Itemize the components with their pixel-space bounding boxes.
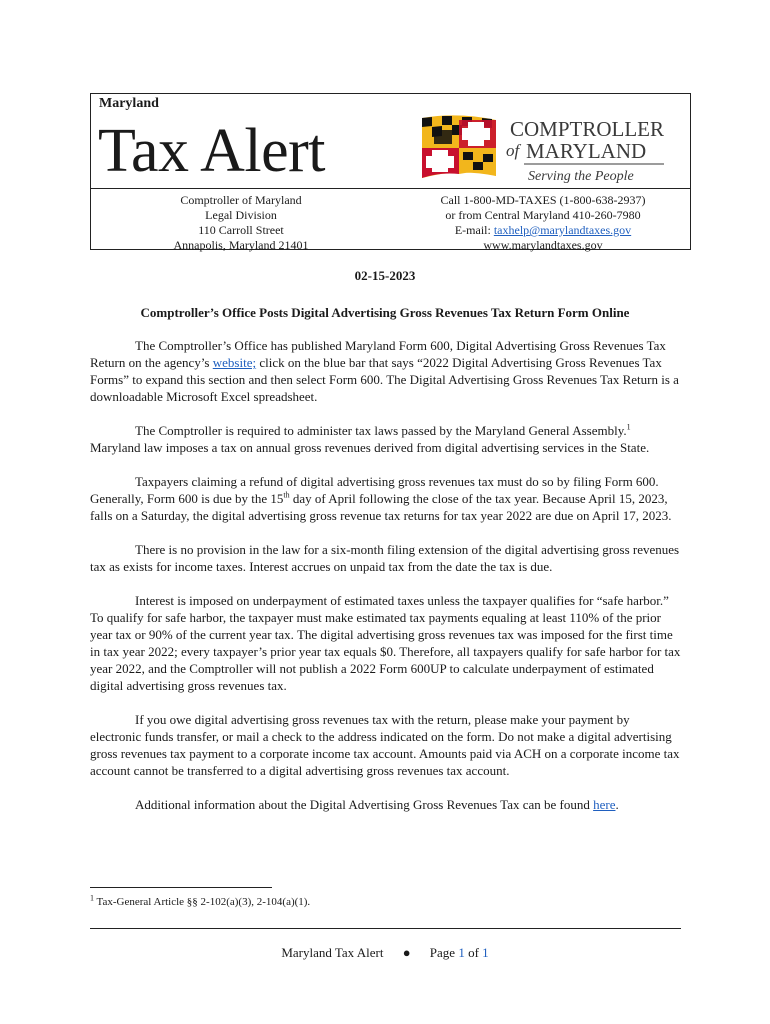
paragraph-text: . [615, 797, 619, 812]
ordinal-suffix: th [283, 490, 290, 500]
header-box [90, 93, 691, 250]
page-of: of [464, 945, 483, 960]
footer-bullet-icon: ● [402, 945, 411, 960]
paragraph-text: Additional information about the Digital Advertising Gross Revenues Tax can be found [135, 797, 594, 812]
footer-rule [90, 928, 681, 929]
logo-line2: MARYLAND [526, 139, 647, 163]
comptroller-logo [418, 112, 668, 188]
address-line: Legal Division [205, 208, 277, 222]
alert-body [90, 337, 683, 830]
page-number: 1 [458, 945, 465, 960]
paragraph-text: The Comptroller is required to administer tax laws passed by the Maryland General Assembly. [135, 423, 627, 438]
email-link[interactable]: taxhelp@marylandtaxes.gov [493, 223, 632, 237]
paragraph-7 [90, 796, 683, 813]
alert-title: Tax Alert [98, 117, 326, 185]
state-label: Maryland [99, 96, 159, 111]
footnote-text: Tax-General Article §§ 2-102(a)(3), 2-104(a)(1). [94, 896, 311, 908]
alert-date: 02-15-2023 [354, 268, 416, 283]
paragraph-4: There is no provision in the law for a six-month filing extension of the digital advertising gross revenues tax as exists for income taxes. Interest accrues on unpaid tax from the date the tax is due. [90, 542, 680, 574]
alert-headline: Comptroller’s Office Posts Digital Advertising Gross Revenues Tax Return Form Online [140, 305, 630, 320]
phone-line-central: or from Central Maryland 410-260-7980 [445, 208, 641, 222]
paragraph-text: Taxpayers claiming a refund of digital advertising gross revenues tax must do so by filing Form 600. Generally, Form 600 is due by the 15 [90, 474, 659, 506]
paragraph-6: If you owe digital advertising gross revenues tax with the return, please make your payment by electronic funds transfer, or mail a check to the address indicated on the form. Do not make a digital advertising gross revenues tax payment to a corporate income tax account. Amounts paid via ACH on a corporate income tax account cannot be transferred to a digital advertising gross revenues tax account. [90, 712, 680, 778]
paragraph-5: Interest is imposed on underpayment of estimated taxes unless the taxpayer qualifies for “safe harbor.” To qualify for safe harbor, the taxpayer must make estimated tax payments equaling at least 110% of the prior year tax or 90% of the current year tax. The digital advertising gross revenues tax was imposed for the first time in tax year 2022; every taxpayer’s prior year tax equals $0. Therefore, all taxpayers qualify for safe harbor for tax year 2022, and the Comptroller will not publish a 2022 Form 600UP to calculate underpayment of estimated digital advertising gross revenues tax. [90, 593, 681, 693]
footnote-rule [90, 887, 272, 888]
paragraph-2 [90, 422, 683, 456]
footer-label: Maryland Tax Alert [281, 945, 384, 960]
paragraph-1 [90, 337, 683, 405]
mailing-address [131, 193, 351, 253]
logo-of: of [506, 141, 520, 160]
maryland-flag-icon [422, 115, 496, 178]
footnote [90, 893, 311, 908]
website-line: www.marylandtaxes.gov [483, 238, 603, 252]
paragraph-3 [90, 473, 683, 524]
email-label: E-mail: [454, 223, 494, 237]
page-total: 1 [482, 945, 489, 960]
paragraph-text: Maryland law imposes a tax on annual gross revenues derived from digital advertising services in the State. [90, 440, 650, 455]
here-link[interactable]: here [593, 797, 616, 812]
logo-tagline: Serving the People [528, 169, 634, 184]
address-line: Annapolis, Maryland 21401 [173, 238, 309, 252]
contact-info [413, 193, 673, 253]
paragraph-text: click on the blue bar that says “2022 Digital Advertising Gross Revenues Tax Forms” to expand this section and then select Form 600. The Digital Advertising Gross Revenues Tax Return is a downloadable Microsoft Excel spreadsheet. [90, 355, 679, 404]
address-line: 110 Carroll Street [198, 223, 284, 237]
page-prefix: Page [429, 945, 459, 960]
website-link[interactable]: website; [212, 355, 257, 370]
email-line [413, 223, 673, 238]
logo-line1: COMPTROLLER [510, 117, 665, 141]
page-footer [0, 945, 770, 961]
address-line: Comptroller of Maryland [180, 193, 302, 207]
header-divider [91, 188, 690, 189]
footnote-number: 1 [90, 893, 94, 903]
paragraph-text: The Comptroller’s Office has published Maryland Form 600, Digital Advertising Gross Revenues Tax Return on the agency’s [90, 338, 666, 370]
footnote-ref[interactable]: 1 [626, 422, 631, 432]
phone-line: Call 1-800-MD-TAXES (1-800-638-2937) [440, 193, 646, 207]
paragraph-text: day of April following the close of the tax year. Because April 15, 2023, falls on a Saturday, the digital advertising gross revenue tax returns for tax year 2022 are due on April 17, 2023. [90, 491, 672, 523]
